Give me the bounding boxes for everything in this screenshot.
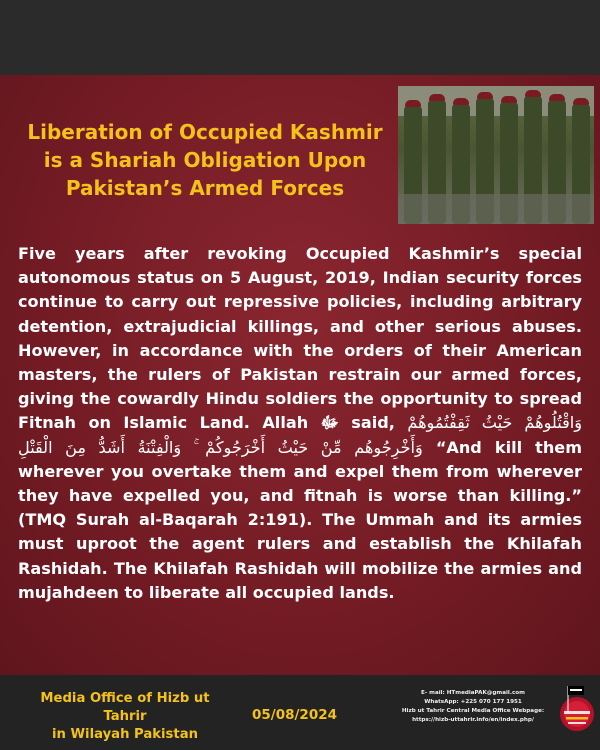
soldiers-march-photo bbox=[398, 86, 594, 224]
contact-info bbox=[398, 689, 548, 725]
quran-verse-arabic: وَاقْتُلُوهُمْ حَيْثُ ثَقِفْتُمُوهُمْ وَأَخْرِجُوهُم مِّنْ حَيْثُ أَخْرَجُوكُمْ ۚ وَالْفِتْنَةُ أَشَدُّ مِنَ الْقَتْلِ bbox=[18, 413, 583, 457]
office-line-2: in Wilayah Pakistan bbox=[52, 727, 198, 742]
contact-whatsapp: WhatsApp: +225 070 177 1951 bbox=[424, 699, 522, 705]
hizb-ut-tahrir-logo-icon bbox=[559, 682, 595, 742]
top-dark-band bbox=[0, 0, 600, 75]
central-office-label: Hizb ut Tahrir Central Media Office Webpage: bbox=[401, 708, 545, 714]
contact-email: E- mail: HTmediaPAK@gmail.com bbox=[421, 690, 525, 696]
title-line-1: Liberation of Occupied Kashmir bbox=[27, 120, 383, 144]
title-line-2: is a Shariah Obligation Upon bbox=[43, 148, 367, 172]
media-office-name bbox=[20, 690, 230, 744]
office-line-1: Media Office of Hizb ut Tahrir bbox=[40, 691, 210, 724]
body-part-1: Five years after revoking Occupied Kashmir’s special autonomous status on 5 August, 2019, Indian security forces continue to carry out repressive policies, including arbitrary detention, extrajudicial killings, and other serious abuses. However, in accordance with the orders of their American masters, the rulers of Pakistan restrain our armed forces, giving the cowardly Hindu soldiers the opportunity to spread Fitnah on Islamic Land. Allah ﷻ said, bbox=[18, 244, 582, 433]
article-body bbox=[18, 242, 582, 605]
body-part-2: “And kill them wherever you overtake them and expel them from wherever they have expelled you, and fitnah is worse than killing.” (TMQ Surah al-Baqarah 2:191). The Ummah and its armies must uproot the agent rulers and establish the Khilafah Rashidah. The Khilafah Rashidah will mobilize the armies and mujahdeen to liberate all occupied lands. bbox=[18, 437, 582, 602]
title-line-3: Pakistan’s Armed Forces bbox=[65, 176, 345, 200]
publish-date: 05/08/2024 bbox=[252, 707, 338, 723]
central-office-website: https://hizb-uttahrir.info/en/index.php/ bbox=[412, 717, 534, 723]
page-title bbox=[20, 118, 390, 202]
